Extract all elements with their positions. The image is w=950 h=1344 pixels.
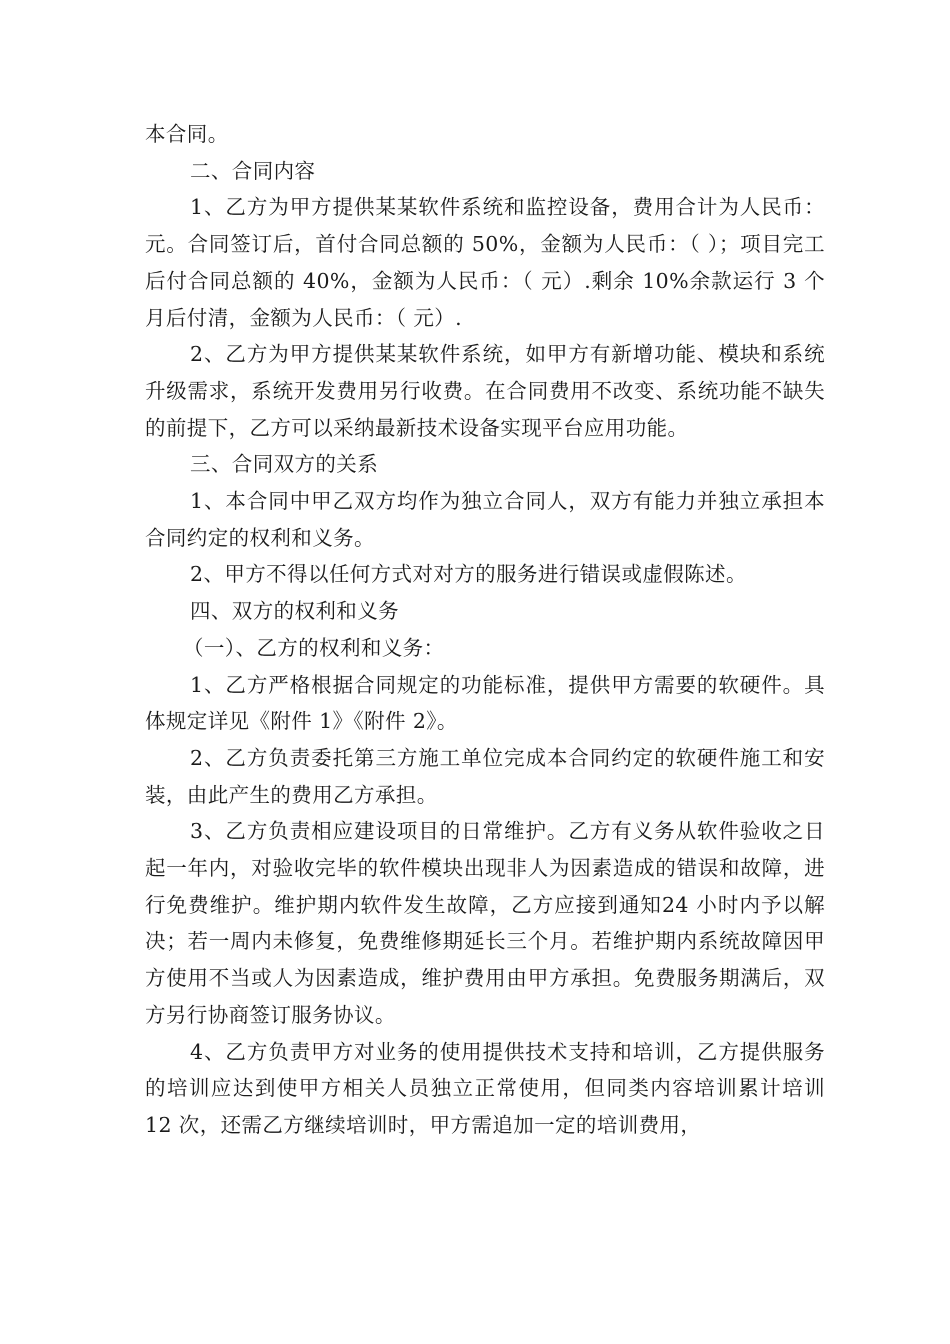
paragraph-software-system: 2、乙方为甲方提供某某软件系统，如甲方有新增功能、模块和系统升级需求，系统开发费用另行收费。在合同费用不改变、系统功能不缺失的前提下，乙方可以采纳最新技术设备实现平台应用功能。	[145, 342, 825, 440]
paragraph-training: 4、乙方负责甲方对业务的使用提供技术支持和培训，乙方提供服务的培训应达到使甲方相关人员独立正常使用，但同类内容培训累计培训 12 次，还需乙方继续培训时，甲方需追加一定的培训费用，	[145, 1039, 825, 1137]
section-heading-relationship: 三、合同双方的关系	[190, 452, 379, 477]
paragraph-no-misrepresentation: 2、甲方不得以任何方式对对方的服务进行错误或虚假陈述。	[190, 562, 747, 587]
paragraph-fees: 1、乙方为甲方提供某某软件系统和监控设备，费用合计为人民币： 元。合同签订后，首付合同总额的 50%，金额为人民币：（ ）；项目完工后付合同总额的 40%，金额为人民币：（ 元）.剩余 10%余款运行 3 个月后付清，金额为人民币：（ 元）.	[145, 195, 825, 330]
paragraph-independent-parties: 1、本合同中甲乙双方均作为独立合同人，双方有能力并独立承担本合同约定的权利和义务。	[145, 489, 825, 550]
paragraph-maintenance: 3、乙方负责相应建设项目的日常维护。乙方有义务从软件验收之日起一年内，对验收完毕的软件模块出现非人为因素造成的错误和故障，进行免费维护。维护期内软件发生故障，乙方应接到通知24 小时内予以解决；若一周内未修复，免费维修期延长三个月。若维护期内系统故障因甲方使用不当或人为因素造成，维护费用由甲方承担。免费服务期满后，双方另行协商签订服务协议。	[145, 819, 825, 1027]
subsection-heading-party-b: （一）、乙方的权利和义务：	[183, 635, 445, 660]
section-heading-rights-obligations: 四、双方的权利和义务	[190, 599, 399, 624]
section-heading-contract-content: 二、合同内容	[190, 158, 316, 183]
document-body	[145, 116, 825, 1144]
paragraph-functional-standards: 1、乙方严格根据合同规定的功能标准，提供甲方需要的软硬件。具体规定详见《附件 1》《附件 2》。	[145, 672, 825, 734]
paragraph-continuation: 本合同。	[145, 122, 229, 146]
paragraph-third-party-construction: 2、乙方负责委托第三方施工单位完成本合同约定的软硬件施工和安装，由此产生的费用乙方承担。	[145, 745, 825, 807]
